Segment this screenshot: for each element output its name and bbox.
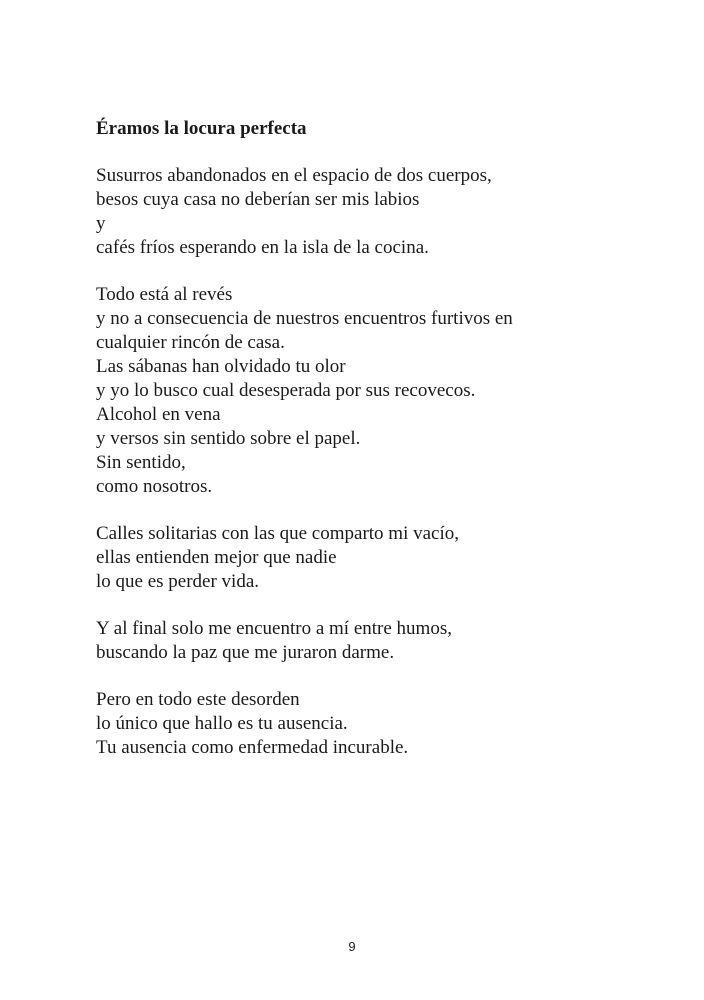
poem-line: lo único que hallo es tu ausencia. [96, 713, 348, 734]
page-number: 9 [348, 939, 356, 954]
poem-line: Sin sentido, [96, 452, 186, 473]
poem-line: ellas entienden mejor que nadie [96, 547, 337, 568]
poem-title: Éramos la locura perfecta [96, 118, 307, 139]
poem-line: y [96, 213, 106, 234]
stanza-1 [96, 164, 656, 260]
poem-line: Calles solitarias con las que comparto mi vacío, [96, 523, 460, 544]
poem-line: lo que es perder vida. [96, 571, 260, 592]
poem-line: Pero en todo este desorden [96, 689, 300, 710]
poem-line: Las sábanas han olvidado tu olor [96, 356, 346, 377]
poem-line: y yo lo busco cual desesperada por sus recovecos. [96, 380, 476, 401]
poem-line: cualquier rincón de casa. [96, 332, 285, 353]
poem-line: y no a consecuencia de nuestros encuentros furtivos en [96, 308, 513, 329]
stanza-3 [96, 522, 656, 594]
poem-line: Todo está al revés [96, 284, 233, 305]
stanza-5 [96, 688, 656, 760]
poem-line: y versos sin sentido sobre el papel. [96, 428, 361, 449]
poem-line: Y al final solo me encuentro a mí entre humos, [96, 618, 452, 639]
stanza-2 [96, 283, 656, 499]
poem-line: buscando la paz que me juraron darme. [96, 642, 395, 663]
poem-line: Tu ausencia como enfermedad incurable. [96, 737, 409, 758]
poem-line: como nosotros. [96, 476, 213, 497]
stanza-4 [96, 617, 656, 665]
poem-line: Susurros abandonados en el espacio de dos cuerpos, [96, 165, 492, 186]
poem-page [96, 117, 656, 783]
poem-line: Alcohol en vena [96, 404, 221, 425]
poem-line: cafés fríos esperando en la isla de la cocina. [96, 237, 429, 258]
poem-line: besos cuya casa no deberían ser mis labios [96, 189, 420, 210]
